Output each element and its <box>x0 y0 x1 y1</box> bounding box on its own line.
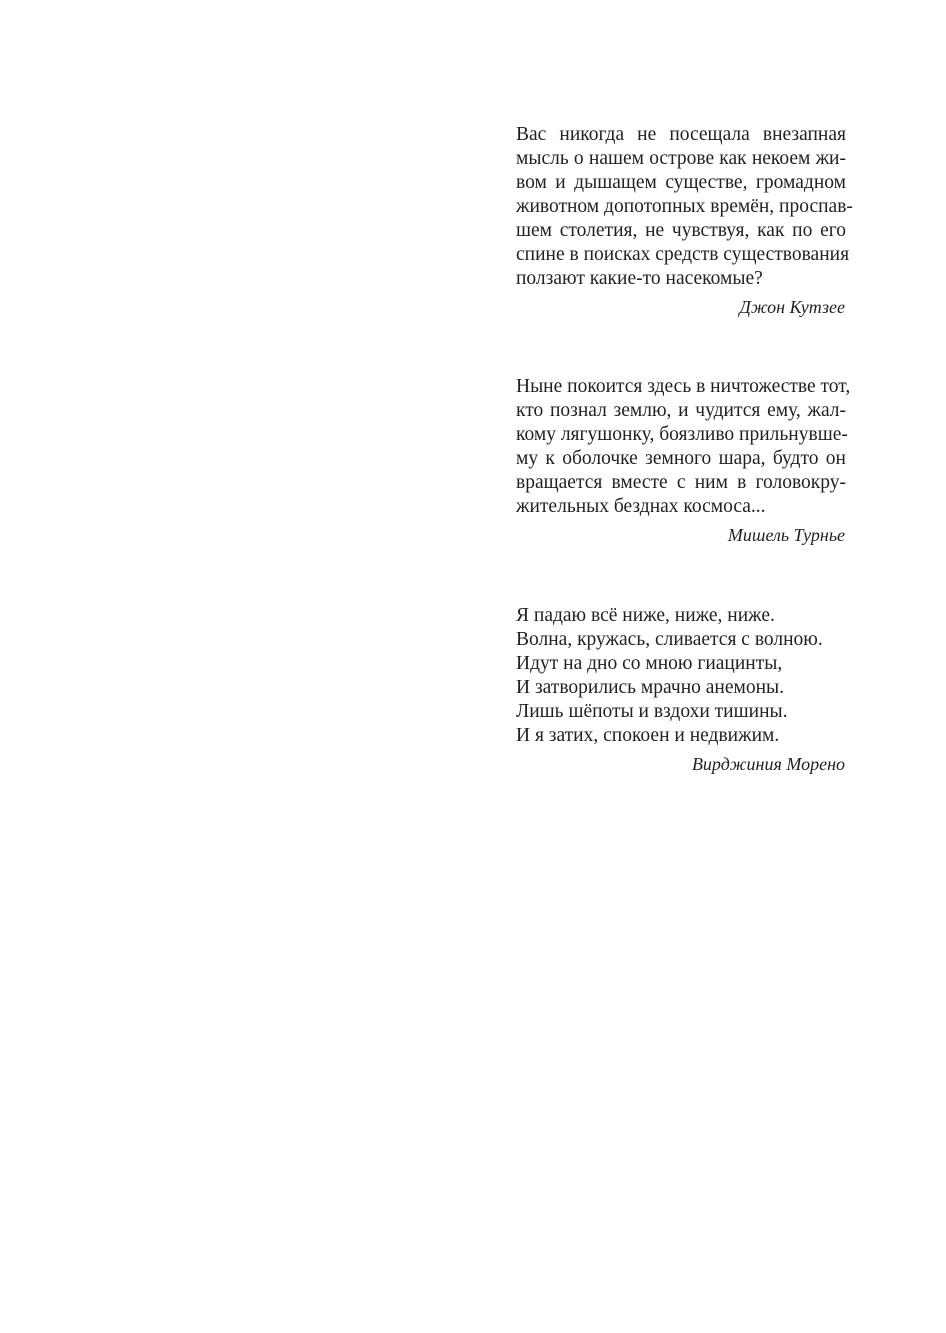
epigraph-coetzee <box>516 123 853 319</box>
quote-line: вом и дышащем существе, громадном <box>516 172 846 193</box>
poem-line: И затворились мрачно анемоны. <box>516 677 785 698</box>
poem-text <box>516 604 846 748</box>
quote-line: вращается вместе с ним в головокру- <box>516 472 846 493</box>
quote-text <box>516 123 853 291</box>
quote-author: Мишель Турнье <box>727 525 845 545</box>
quote-line: Вас никогда не посещала внезапная <box>516 124 846 145</box>
quote-line: шем столетия, не чувствуя, как по его <box>516 220 846 241</box>
quote-line: кому лягушонку, боязливо прильнувше- <box>516 424 848 445</box>
quote-author: Джон Кутзее <box>739 297 845 317</box>
quote-line: спине в поисках средств существования <box>516 244 850 265</box>
quote-line: му к оболочке земного шара, будто он <box>516 448 846 469</box>
quote-line: животном допотопных времён, проспав- <box>516 196 853 217</box>
epigraph-tournier <box>516 375 851 547</box>
poem-line: Я падаю всё ниже, ниже, ниже. <box>516 605 775 626</box>
poem-line: Лишь шёпоты и вздохи тишины. <box>516 701 788 722</box>
quote-line: Ныне покоится здесь в ничтожестве тот, <box>516 376 851 397</box>
poem-line: Волна, кружась, сливается с волною. <box>516 629 823 650</box>
quote-text <box>516 375 851 519</box>
quote-author: Вирджиния Морено <box>691 754 845 774</box>
poem-line: И я затих, спокоен и недвижим. <box>516 725 780 746</box>
quote-line: кто познал землю, и чудится ему, жал- <box>516 400 846 421</box>
quote-line: ползают какие-то насекомые? <box>516 268 763 289</box>
epigraph-moreno <box>516 604 846 776</box>
quote-line: мысль о нашем острове как некоем жи- <box>516 148 846 169</box>
quote-line: жительных безднах космоса... <box>516 496 766 517</box>
poem-line: Идут на дно со мною гиацинты, <box>516 653 783 674</box>
